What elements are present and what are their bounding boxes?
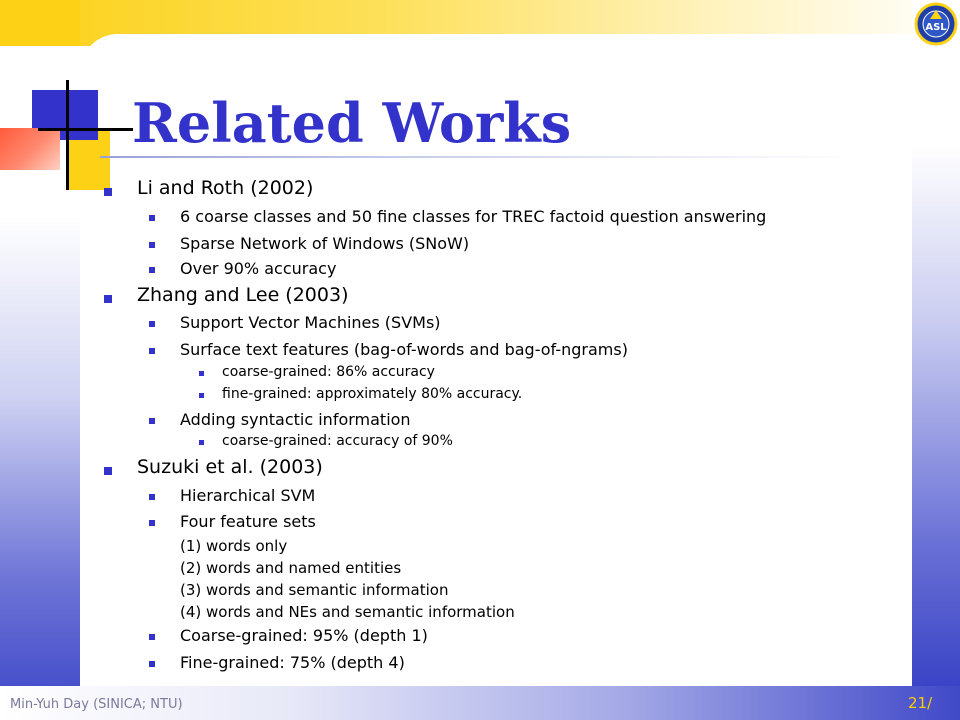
crosshair-vertical-line [66, 80, 69, 190]
bullet-level2 [149, 661, 155, 667]
title-underline [100, 156, 860, 158]
sub-list-item: coarse-grained: 86% accuracy [222, 364, 435, 380]
bullet-level2 [149, 520, 155, 526]
list-item: Surface text features (bag-of-words and bag-of-ngrams) [180, 340, 628, 359]
page-number: 21/ [908, 694, 933, 712]
bullet-level2 [149, 242, 155, 248]
list-item: 6 coarse classes and 50 fine classes for TREC factoid question answering [180, 207, 767, 226]
right-gradient-band [912, 0, 960, 720]
bullet-level2 [149, 267, 155, 273]
section-heading-suzuki: Suzuki et al. (2003) [137, 456, 323, 478]
list-item: Adding syntactic information [180, 410, 411, 429]
bullet-level2 [149, 418, 155, 424]
list-item: Hierarchical SVM [180, 486, 316, 505]
list-item: Over 90% accuracy [180, 259, 337, 278]
footer-author: Min-Yuh Day (SINICA; NTU) [10, 697, 183, 712]
yellow-corner-block [0, 0, 80, 46]
feature-set-item: (2) words and named entities [180, 559, 402, 577]
section-heading-zhang-lee: Zhang and Lee (2003) [137, 284, 349, 306]
section-heading-li-roth: Li and Roth (2002) [137, 177, 314, 199]
bullet-level3 [199, 393, 204, 398]
feature-set-item: (3) words and semantic information [180, 581, 449, 599]
bullet-level2 [149, 348, 155, 354]
bullet-level1 [104, 467, 112, 475]
crosshair-horizontal-line [38, 128, 133, 131]
bullet-level2 [149, 215, 155, 221]
sub-list-item: fine-grained: approximately 80% accuracy. [222, 386, 523, 402]
bullet-level3 [199, 440, 204, 445]
feature-set-item: (4) words and NEs and semantic information [180, 603, 515, 621]
feature-set-item: (1) words only [180, 537, 288, 555]
list-item: Four feature sets [180, 512, 316, 531]
list-item: Fine-grained: 75% (depth 4) [180, 653, 405, 672]
asl-logo [914, 2, 958, 46]
bullet-level2 [149, 634, 155, 640]
red-accent-square [0, 128, 60, 170]
bullet-level1 [104, 295, 112, 303]
bullet-level1 [104, 188, 112, 196]
list-item: Sparse Network of Windows (SNoW) [180, 234, 470, 253]
slide-title: Related Works [132, 91, 572, 155]
list-item: Coarse-grained: 95% (depth 1) [180, 626, 428, 645]
bullet-level2 [149, 494, 155, 500]
bullet-level3 [199, 371, 204, 376]
list-item: Support Vector Machines (SVMs) [180, 313, 441, 332]
sub-list-item: coarse-grained: accuracy of 90% [222, 433, 453, 449]
logo-text: ASL [925, 22, 947, 33]
bullet-level2 [149, 321, 155, 327]
